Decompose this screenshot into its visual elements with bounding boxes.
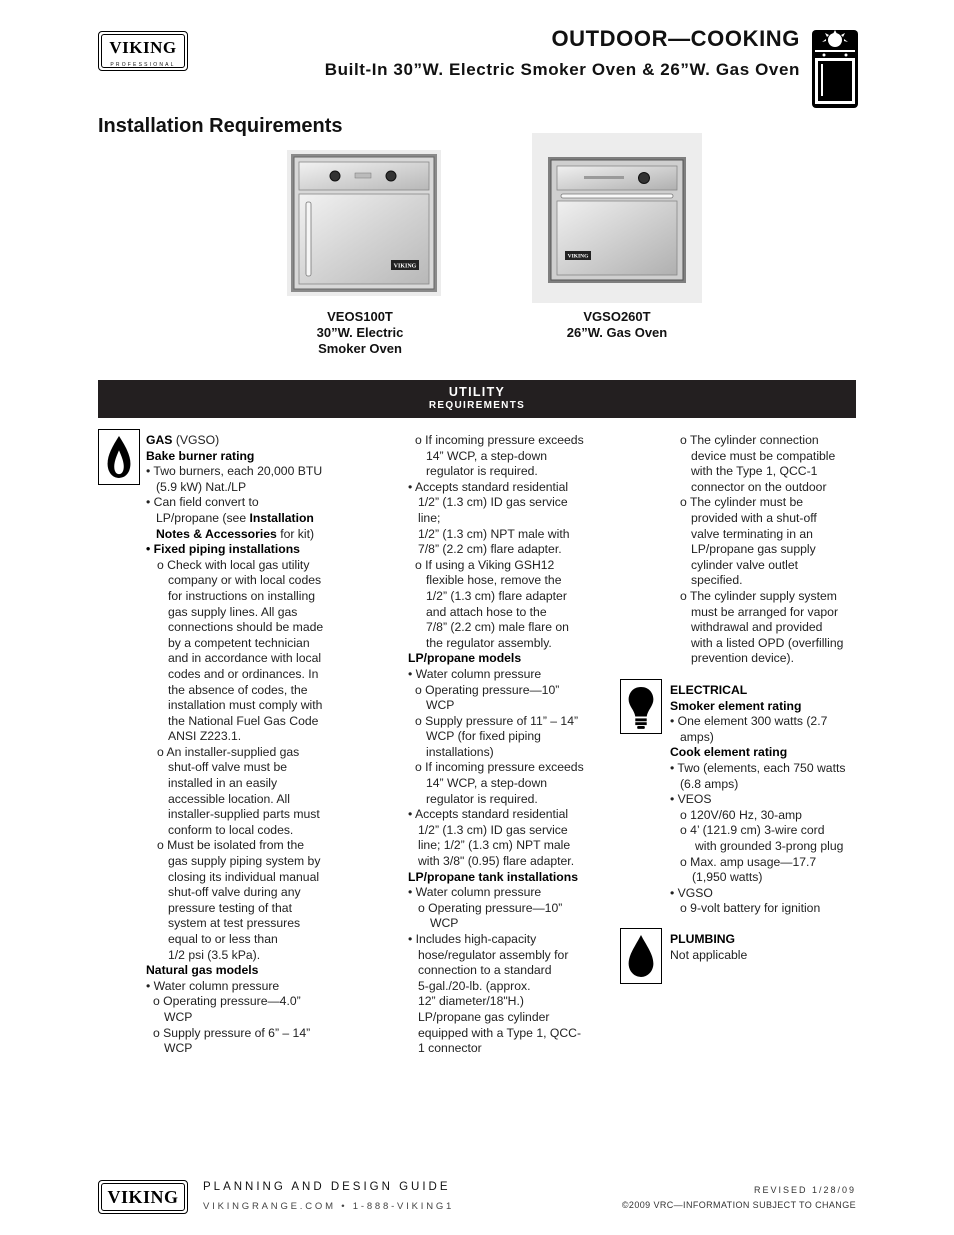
text-line: installer-supplied parts must [168, 807, 320, 822]
text-line: (6.8 amps) [680, 776, 739, 791]
text-line: 1 connector [418, 1041, 482, 1056]
text-line: and in accordance with local [168, 651, 322, 666]
text-line: closing its individual manual [168, 869, 320, 884]
utility-bar-title: UTILITY [448, 385, 506, 399]
text-line: installation must comply with [168, 698, 323, 713]
text-line: the absence of codes, the [168, 682, 308, 697]
text-line: the National Fuel Gas Code [168, 713, 319, 728]
text-line: regulator is required. [426, 791, 538, 806]
light-bulb-icon [620, 679, 662, 734]
text-line: shut-off valve must be [168, 760, 288, 775]
footer-logo-wordmark: VIKING [107, 1187, 179, 1207]
text-line: 1/2” (1.3 cm) flare adapter [426, 588, 567, 603]
text-line: 7/8” (2.2 cm) flare adapter. [418, 542, 562, 557]
plumbing-heading: PLUMBING [670, 932, 735, 946]
text-line: (5.9 kW) Nat./LP [156, 479, 247, 494]
footer-revised-date: REVISED 1/28/09 [753, 1185, 856, 1195]
product-model: VEOS100T [327, 309, 393, 324]
text-line: • Accepts standard residential [408, 479, 569, 494]
text-line [146, 527, 323, 543]
page-subtitle: Built-In 30”W. Electric Smoker Oven & 26”W. Gas Oven [324, 60, 800, 79]
product-caption-electric [290, 309, 430, 357]
lp-tank-heading: LP/propane tank installations [408, 869, 578, 884]
text-line: o The cylinder must be [680, 495, 804, 510]
notes-accessories-text: Notes & Accessories [156, 526, 277, 541]
text-line: Not applicable [670, 947, 748, 962]
text-line: o If incoming pressure exceeds [415, 760, 584, 775]
text-line: valve terminating in an [691, 526, 813, 541]
product-model: VGSO260T [583, 309, 651, 324]
text-line: • Two burners, each 20,000 BTU [146, 464, 323, 479]
viking-logo [98, 31, 188, 71]
electric-smoker-oven-image [287, 150, 441, 296]
text-line: the regulator assembly. [426, 635, 552, 650]
oven-badge-electric: VIKING [393, 263, 417, 270]
text-line: (1,950 watts) [692, 870, 763, 885]
text-line: shut-off valve during any [168, 885, 301, 900]
text-line: installations) [426, 744, 494, 759]
text-line: equal to or less than [168, 932, 278, 946]
text-line: o 4’ (121.9 cm) 3-wire cord [680, 823, 825, 838]
gas-requirements-column-2 [408, 433, 584, 1057]
text-line: 1/2” (1.3 cm) NPT male with [418, 526, 570, 541]
text-line: by a competent technician [168, 635, 310, 650]
text-line: line; [418, 510, 441, 525]
text-line [146, 511, 323, 527]
text-line: ANSI Z223.1. [168, 729, 242, 744]
text-line: with 3/8" (0.95) flare adapter. [418, 854, 575, 869]
text-line: 14” WCP, a step-down [426, 448, 548, 463]
text-line: gas supply lines. All gas [168, 604, 298, 619]
text-line: LP/propane gas supply [691, 542, 816, 557]
water-drop-icon [620, 928, 662, 984]
logo-wordmark: VIKING [109, 38, 177, 57]
text-line: connector on the outdoor [691, 479, 827, 494]
cook-element-heading: Cook element rating [670, 745, 788, 760]
electrical-heading: ELECTRICAL [670, 683, 748, 697]
text-line: • Accepts standard residential [408, 807, 569, 822]
product-desc: 26”W. Gas Oven [566, 325, 668, 340]
text-line: system at test pressures [168, 916, 301, 931]
text-line: • Includes high-capacity [408, 932, 537, 946]
text-line: o Supply pressure of 6” – 14” [153, 1025, 311, 1040]
text-line: • Two (elements, each 750 watts [670, 760, 846, 775]
footer-copyright: ©2009 VRC—INFORMATION SUBJECT TO CHANGE [621, 1200, 856, 1210]
text-line: o 120V/60 Hz, 30-amp [680, 807, 802, 822]
oven-badge-gas: VIKING [567, 253, 589, 260]
product-desc: 30”W. Electric [316, 325, 404, 340]
text-line: o The cylinder supply system [680, 588, 837, 603]
text-line: must be arranged for vapor [691, 604, 839, 619]
text-span: LP/propane (see [156, 510, 247, 525]
product-caption-gas [547, 309, 687, 341]
lp-propane-heading: LP/propane models [408, 651, 522, 666]
text-line: company or with local codes [168, 573, 322, 588]
gas-requirements-column-1 [146, 433, 323, 1057]
text-line: LP/propane gas cylinder [418, 1009, 550, 1024]
text-line: o An installer-supplied gas [157, 744, 300, 759]
text-line: gas supply piping system by [168, 854, 321, 869]
text-line: hose/regulator assembly for [418, 947, 569, 962]
text-line: connections should be made [168, 620, 324, 635]
text-line: • VEOS [670, 792, 712, 807]
gas-heading [146, 433, 323, 449]
text-line: o If using a Viking GSH12 [415, 557, 555, 572]
text-line: with a listed OPD (overfilling [691, 635, 844, 650]
text-line: connection to a standard [418, 963, 552, 978]
text-line: WCP [426, 698, 455, 713]
text-line: o Supply pressure of 11” – 14” [415, 713, 579, 728]
text-line: WCP [164, 1041, 193, 1056]
text-line: • Water column pressure [408, 666, 542, 681]
text-line: 1/2” (1.3 cm) ID gas service [418, 495, 568, 510]
bake-burner-heading: Bake burner rating [146, 448, 255, 463]
flame-icon [98, 429, 140, 485]
utility-bar-subtitle: REQUIREMENTS [428, 400, 526, 411]
text-line: o Operating pressure—10” [415, 682, 560, 697]
text-line: • Water column pressure [146, 978, 280, 993]
gas-oven-image [532, 133, 702, 303]
installation-link-text: Installation [249, 510, 314, 525]
category-title: OUTDOOR—COOKING [551, 26, 800, 51]
text-line: o 9-volt battery for ignition [680, 901, 821, 916]
text-line: device must be compatible [691, 448, 836, 463]
text-line: line; 1/2” (1.3 cm) NPT male [418, 838, 571, 853]
text-line: • Can field convert to [146, 495, 259, 510]
text-line: with grounded 3-prong plug [695, 838, 844, 853]
gas-requirements-column-3 [680, 433, 843, 667]
text-line: regulator is required. [426, 464, 538, 479]
electrical-requirements [670, 683, 845, 917]
text-line: o Max. amp usage—17.7 [680, 854, 817, 869]
text-line: • Water column pressure [408, 885, 542, 900]
product-desc: Smoker Oven [318, 341, 402, 356]
footer-viking-logo [98, 1180, 188, 1214]
text-line: 12” diameter/18"H.) [418, 994, 524, 1009]
footer-contact: VIKINGRANGE.COM • 1-888-VIKING1 [203, 1201, 455, 1212]
text-line: 5-gal./20-lb. (approx. [418, 978, 531, 993]
text-line: accessible location. All [168, 791, 290, 806]
text-line: equipped with a Type 1, QCC- [418, 1025, 582, 1040]
text-line: specified. [691, 573, 743, 588]
text-line: o If incoming pressure exceeds [415, 433, 584, 447]
text-line: WCP [430, 916, 459, 931]
footer-guide-title: PLANNING AND DESIGN GUIDE [203, 1181, 451, 1193]
text-line: WCP [164, 1009, 193, 1024]
text-line: cylinder valve outlet [691, 557, 799, 572]
natural-gas-heading: Natural gas models [146, 963, 259, 978]
fixed-piping-heading: • Fixed piping installations [146, 542, 300, 557]
text-line: and attach hose to the [426, 604, 547, 619]
text-line: flexible hose, remove the [426, 573, 562, 588]
smoker-element-heading: Smoker element rating [670, 698, 802, 713]
outdoor-cooking-icon [812, 30, 858, 108]
text-line: codes and or ordinances. In [168, 666, 319, 681]
text-span: for kit) [280, 526, 315, 541]
text-line: for instructions on installing [168, 588, 315, 603]
text-line: with the Type 1, QCC-1 [691, 464, 818, 479]
text-line: installed in an easily [168, 776, 278, 791]
utility-requirements-bar [98, 380, 856, 418]
text-line: prevention device). [691, 651, 794, 666]
gas-label: GAS [146, 433, 173, 447]
text-line: 7/8” (2.2 cm) male flare on [426, 620, 569, 635]
text-line: amps) [680, 729, 714, 744]
text-line: pressure testing of that [168, 900, 292, 915]
text-line: withdrawal and provided [691, 620, 823, 635]
text-line: • One element 300 watts (2.7 [670, 714, 828, 729]
text-line: o Check with local gas utility [157, 557, 310, 572]
plumbing-requirements [670, 932, 747, 963]
text-line: o Operating pressure—4.0” [153, 994, 301, 1009]
text-line: provided with a shut-off [691, 510, 817, 525]
logo-subtext: PROFESSIONAL [110, 62, 176, 68]
text-line: o Must be isolated from the [157, 838, 304, 853]
text-line: 14” WCP, a step-down [426, 776, 548, 791]
text-line: 1/2” (1.3 cm) ID gas service [418, 822, 568, 837]
text-line: 1/2 psi (3.5 kPa). [168, 947, 261, 962]
text-line: WCP (for fixed piping [426, 729, 541, 744]
text-line: • VGSO [670, 885, 713, 900]
text-line: o The cylinder connection [680, 433, 819, 447]
text-line: o Operating pressure—10” [418, 900, 563, 915]
gas-model-note: (VGSO) [175, 433, 220, 447]
page-title: Installation Requirements [98, 115, 343, 137]
text-line: conform to local codes. [168, 822, 294, 837]
